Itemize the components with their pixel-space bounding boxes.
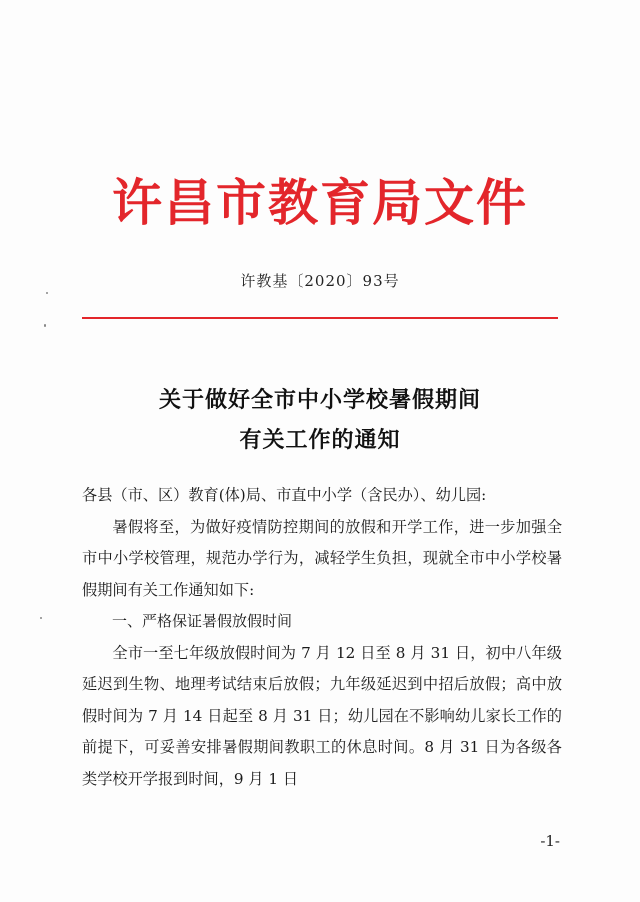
document-number: 许教基〔2020〕93号 <box>240 272 400 290</box>
intro-paragraph: 暑假将至，为做好疫情防控期间的放假和开学工作，进一步加强全市中小学校管理，规范办学行为，减轻学生负担，现就全市中小学校暑假期间有关工作通知如下: <box>82 517 562 599</box>
addressee-line: 各县（市、区）教育(体)局、市直中小学（含民办）、幼儿园: <box>82 486 487 504</box>
notice-title-line-1: 关于做好全市中小学校暑假期间 <box>158 387 481 413</box>
notice-title <box>80 380 560 460</box>
document-body <box>82 480 562 795</box>
issuer-header-title: 许昌市教育局文件 <box>112 173 528 232</box>
scan-speck <box>46 292 48 294</box>
notice-title-line-2: 有关工作的通知 <box>239 427 401 453</box>
section-heading-1: 一、严格保证暑假放假时间 <box>112 612 293 630</box>
page-number: -1- <box>540 832 560 850</box>
scan-speck <box>40 617 42 619</box>
red-separator-line <box>82 317 558 319</box>
section-paragraph-1: 全市一至七年级放假时间为 7 月 12 日至 8 月 31 日，初中八年级延迟到生物、地理考试结束后放假；九年级延迟到中招后放假；高中放假时间为 7 月 14 日起至 8 月 31 日；幼儿园在不影响幼儿家长工作的前提下，可妥善安排暑假期间教职工的休息时间。8 月 31 日为各级各类学校开学报到时间，9 月 1 日 <box>82 643 562 788</box>
scan-speck <box>44 324 46 327</box>
